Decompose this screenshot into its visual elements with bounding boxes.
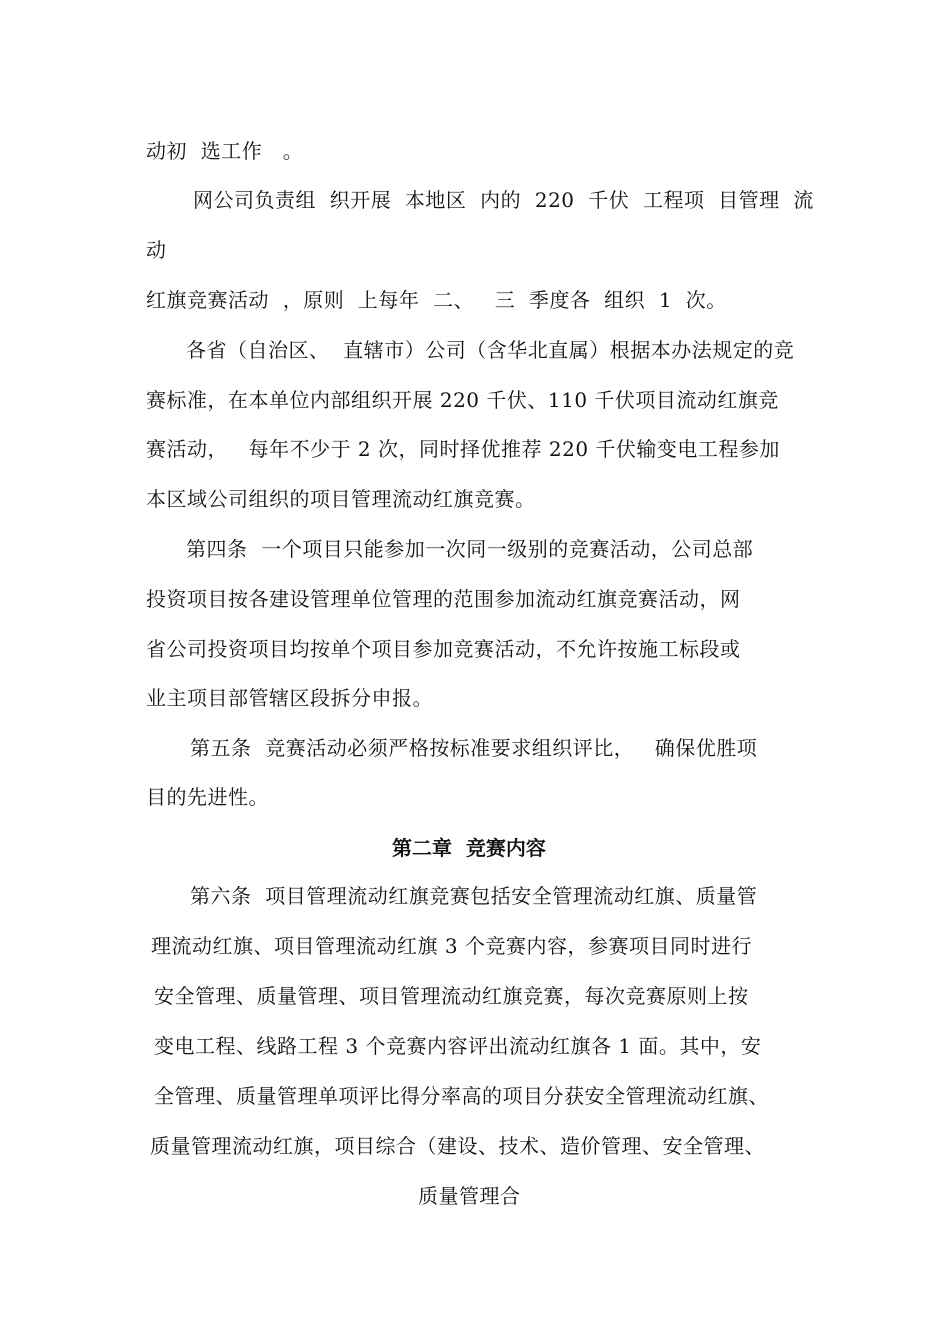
text-line: 业主项目部管辖区段拆分申报。 bbox=[146, 686, 433, 710]
text-line: 第六条 项目管理流动红旗竞赛包括安全管理流动红旗、质量管 bbox=[190, 884, 758, 908]
text-line: 质量管理流动红旗，项目综合（建设、技术、造价管理、安全管理、 bbox=[150, 1134, 765, 1158]
text-line: 各省（自治区、 直辖市）公司（含华北直属）根据本办法规定的竞 bbox=[186, 338, 795, 362]
text-line: 红旗竞赛活动 ，原则 上每年 二、 三 季度各 组织 1 次。 bbox=[146, 288, 727, 312]
text-line: 第五条 竞赛活动必须严格按标准要求组织评比， 确保优胜项 bbox=[190, 736, 758, 760]
chapter-heading: 第二章 竞赛内容 bbox=[392, 836, 546, 860]
text-line: 动 bbox=[146, 238, 167, 262]
text-line: 质量管理合 bbox=[418, 1184, 521, 1208]
text-line: 动初 选工作 。 bbox=[146, 139, 304, 163]
text-line: 全管理、质量管理单项评比得分率高的项目分获安全管理流动红旗、 bbox=[154, 1084, 769, 1108]
text-line: 变电工程、线路工程 3 个竞赛内容评出流动红旗各 1 面。其中，安 bbox=[154, 1034, 762, 1058]
text-line: 投资项目按各建设管理单位管理的范围参加流动红旗竞赛活动，网 bbox=[146, 587, 741, 611]
text-line: 网公司负责组 织开展 本地区 内的 220 千伏 工程项 目管理 流 bbox=[193, 188, 814, 212]
text-line: 省公司投资项目均按单个项目参加竞赛活动，不允许按施工标段或 bbox=[146, 637, 741, 661]
text-line: 理流动红旗、项目管理流动红旗 3 个竞赛内容，参赛项目同时进行 bbox=[151, 934, 752, 958]
text-line: 安全管理、质量管理、项目管理流动红旗竞赛，每次竞赛原则上按 bbox=[154, 984, 749, 1008]
text-line: 赛标准，在本单位内部组织开展 220 千伏、110 千伏项目流动红旗竞 bbox=[146, 388, 779, 412]
text-line: 赛活动， 每年不少于 2 次，同时择优推荐 220 千伏输变电工程参加 bbox=[146, 437, 780, 461]
text-line: 目的先进性。 bbox=[146, 785, 269, 809]
text-line: 本区域公司组织的项目管理流动红旗竞赛。 bbox=[146, 487, 536, 511]
text-line: 第四条 一个项目只能参加一次同一级别的竞赛活动，公司总部 bbox=[186, 537, 754, 561]
